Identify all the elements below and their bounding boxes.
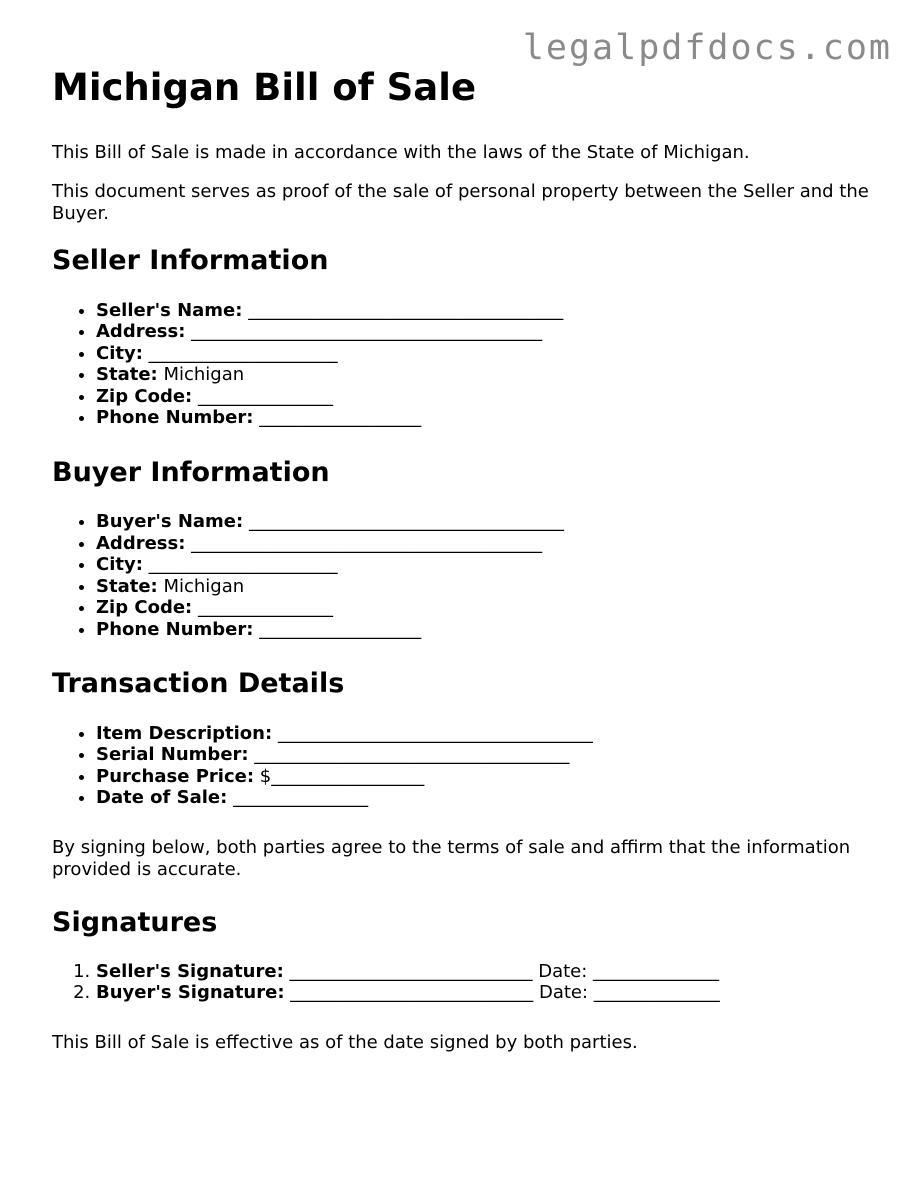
buyer-address-field xyxy=(96,533,882,555)
date-of-sale-field xyxy=(96,787,882,809)
seller-signature-line xyxy=(96,961,882,983)
field-value: _______________ xyxy=(233,787,369,809)
intro-paragraph-1: This Bill of Sale is made in accordance with the laws of the State of Michigan. xyxy=(52,142,750,164)
field-value: $_________________ xyxy=(259,765,425,787)
serial-number-field xyxy=(96,744,882,766)
field-label: Seller's Signature: xyxy=(96,960,284,982)
field-value: ___________________________________ xyxy=(248,299,564,321)
closing-paragraph: This Bill of Sale is effective as of the date signed by both parties. xyxy=(52,1031,638,1053)
seller-address-field xyxy=(96,321,882,343)
field-value: __________________ xyxy=(259,407,422,429)
document-title: Michigan Bill of Sale xyxy=(52,66,477,109)
field-label: Buyer's Signature: xyxy=(96,982,285,1004)
field-label: City: xyxy=(96,342,143,364)
buyer-signature-line xyxy=(96,982,882,1004)
transaction-heading: Transaction Details xyxy=(52,668,345,700)
seller-fields-list xyxy=(52,300,882,429)
item-description-field xyxy=(96,723,882,745)
field-label: Zip Code: xyxy=(96,385,193,407)
field-label: Seller's Name: xyxy=(96,299,243,321)
seller-zip-field xyxy=(96,386,882,408)
seller-heading: Seller Information xyxy=(52,245,329,277)
field-value: __________________ xyxy=(259,618,422,640)
field-label: Buyer's Name: xyxy=(96,511,244,533)
transaction-fields-list xyxy=(52,723,882,809)
buyer-fields-list xyxy=(52,511,882,640)
field-value: Michigan xyxy=(163,575,245,597)
field-value: ___________________________________ xyxy=(248,511,564,533)
field-value: ___________________________ Date: ______________ xyxy=(290,982,720,1004)
buyer-name-field xyxy=(96,511,882,533)
seller-city-field xyxy=(96,343,882,365)
agreement-paragraph: By signing below, both parties agree to the terms of sale and affirm that the information provided is accurate. xyxy=(52,836,851,880)
field-value: Michigan xyxy=(163,364,245,386)
field-label: State: xyxy=(96,575,158,597)
field-value: ___________________________________ xyxy=(254,744,570,766)
field-label: Item Description: xyxy=(96,722,273,744)
field-label: Date of Sale: xyxy=(96,787,228,809)
field-value: _____________________ xyxy=(148,342,338,364)
field-label: Zip Code: xyxy=(96,597,193,619)
field-value: _______________________________________ xyxy=(191,321,543,343)
buyer-heading: Buyer Information xyxy=(52,456,330,488)
field-value: _______________ xyxy=(197,597,333,619)
field-value: ___________________________________ xyxy=(277,722,593,744)
field-label: Phone Number: xyxy=(96,407,254,429)
field-value: _______________ xyxy=(197,385,333,407)
field-value: _____________________ xyxy=(148,554,338,576)
buyer-state-field xyxy=(96,576,882,598)
buyer-phone-field xyxy=(96,619,882,641)
signatures-list xyxy=(52,961,882,1004)
field-label: Address: xyxy=(96,321,186,343)
intro-paragraph-2: This document serves as proof of the sale of personal property between the Seller and the Buyer. xyxy=(52,181,869,225)
field-label: City: xyxy=(96,554,143,576)
field-label: Address: xyxy=(96,532,186,554)
seller-state-field xyxy=(96,364,882,386)
seller-name-field xyxy=(96,300,882,322)
purchase-price-field xyxy=(96,766,882,788)
buyer-zip-field xyxy=(96,597,882,619)
buyer-city-field xyxy=(96,554,882,576)
document-body xyxy=(52,66,882,1071)
signatures-heading: Signatures xyxy=(52,906,218,938)
field-label: Phone Number: xyxy=(96,618,254,640)
field-label: Serial Number: xyxy=(96,744,249,766)
seller-phone-field xyxy=(96,407,882,429)
watermark: legalpdfdocs.com xyxy=(522,28,892,68)
field-label: State: xyxy=(96,364,158,386)
field-value: _______________________________________ xyxy=(191,532,543,554)
field-label: Purchase Price: xyxy=(96,765,255,787)
field-value: ___________________________ Date: ______________ xyxy=(289,960,720,982)
